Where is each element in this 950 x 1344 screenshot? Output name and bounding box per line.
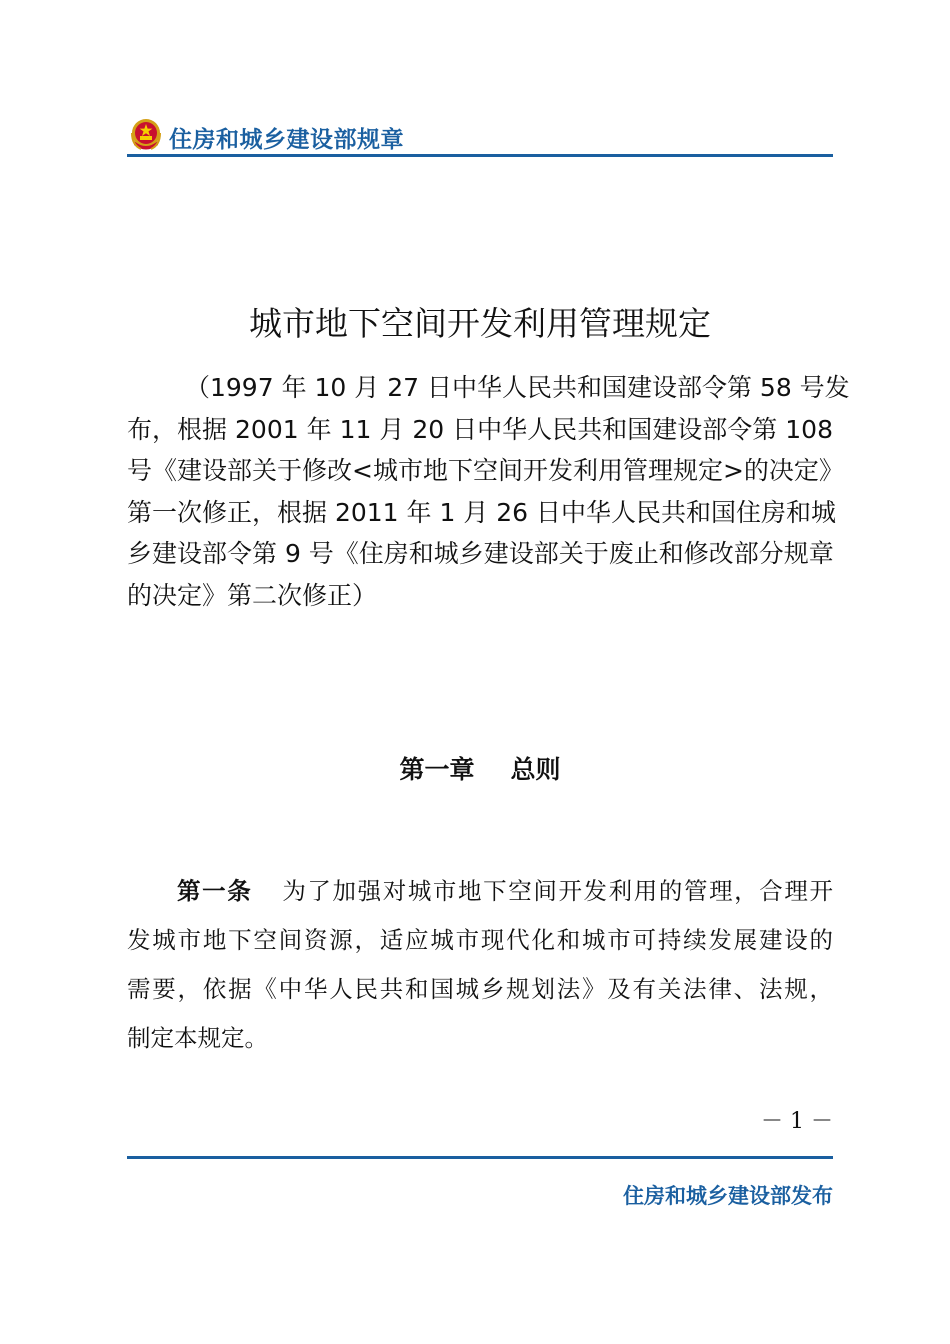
page-number: － 1 － <box>761 1109 833 1134</box>
article-line <box>127 867 833 916</box>
chapter-name: 总则 <box>510 755 561 784</box>
chapter-number: 第一章 <box>399 755 475 784</box>
article-text: 为了加强对城市地下空间开发利用的管理，合理开 <box>282 877 833 905</box>
footer-publisher: 住房和城乡建设部发布 <box>623 1184 833 1208</box>
article-line: 需要，依据《中华人民共和国城乡规划法》及有关法律、法规， <box>127 975 833 1003</box>
document-title: 城市地下空间开发利用管理规定 <box>249 304 711 343</box>
header-title: 住房和城乡建设部规章 <box>169 127 404 153</box>
revision-line: 号《建设部关于修改<城市地下空间开发利用管理规定>的决定》 <box>127 456 844 485</box>
revision-note <box>127 367 850 616</box>
revision-line: （1997 年 10 月 27 日中华人民共和国建设部令第 58 号发 <box>185 373 850 402</box>
revision-line: 第一次修正，根据 2011 年 1 月 26 日中华人民共和国住房和城 <box>127 497 837 527</box>
footer-divider <box>127 1156 833 1159</box>
article-1 <box>127 867 833 1063</box>
revision-line: 布，根据 2001 年 11 月 20 日中华人民共和国建设部令第 108 <box>127 414 833 444</box>
national-emblem-icon <box>129 117 163 153</box>
page-header <box>127 114 833 158</box>
revision-line: 的决定》第二次修正） <box>127 580 378 610</box>
article-line: 制定本规定。 <box>127 1024 268 1052</box>
article-number: 第一条 <box>177 877 253 905</box>
article-line: 发城市地下空间资源，适应城市现代化和城市可持续发展建设的 <box>127 926 833 954</box>
revision-line: 乡建设部令第 9 号《住房和城乡建设部关于废止和修改部分规章 <box>127 539 834 568</box>
header-divider <box>127 154 833 157</box>
chapter-heading <box>127 750 833 786</box>
